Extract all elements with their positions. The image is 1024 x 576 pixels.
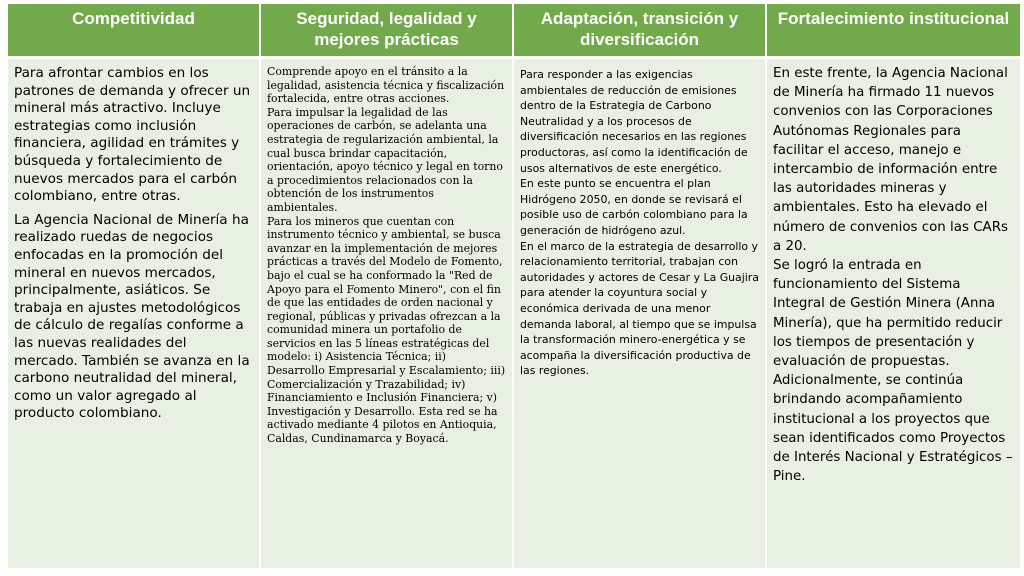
adaptacion-paragraph: Para responder a las exigencias ambientales de reducción de emisiones dentro de la Estrategia de Carbono Neutralidad y a los procesos de diversificación necesarios en las regiones productoras, así como la identificación de usos alternativos de este energético. (520, 68, 748, 175)
header-seguridad: Seguridad, legalidad y mejores prácticas (261, 4, 514, 56)
header-adaptacion: Adaptación, transición y diversificación (514, 4, 767, 56)
fortalecimiento-paragraph: En este frente, la Agencia Nacional de Minería ha firmado 11 nuevos convenios con las Corporaciones Autónomas Regionales para facilitar el acceso, manejo e intercambio de información entre las autoridades mineras y ambientales. Esto ha elevado el número de convenios con las CARs a 20. (773, 66, 1008, 254)
fortalecimiento-paragraph: Adicionalmente, se continúa brindando acompañamiento institucional a los proyectos que sean identificados como Proyectos de Interés Nacional y Estratégicos – Pine. (773, 373, 1013, 485)
header-fortalecimiento: Fortalecimiento institucional (767, 4, 1020, 56)
adaptacion-paragraph: En este punto se encuentra el plan Hidrógeno 2050, en donde se revisará el posible uso de carbón colombiano para la generación de hidrógeno azul. (520, 177, 748, 237)
fortalecimiento-paragraph: Se logró la entrada en funcionamiento del Sistema Integral de Gestión Minera (Anna Minería), que ha permitido reducir los tiempos de presentación y evaluación de propuestas. (773, 258, 1003, 370)
strategy-table (8, 4, 1020, 568)
seguridad-paragraph: Comprende apoyo en el tránsito a la legalidad, asistencia técnica y fiscalización fortalecida, entre otras acciones. (267, 65, 505, 106)
cell-fortalecimiento (767, 56, 1020, 568)
competitividad-paragraph: Para afrontar cambios en los patrones de demanda y ofrecer un mineral más atractivo. Incluye estrategias como inclusión financiera, agilidad en trámites y búsqueda y fortalecimiento de nuevos mercados para el carbón colombiano, entre otras. (14, 65, 251, 205)
cell-competitividad (8, 56, 261, 568)
header-competitividad: Competitividad (8, 4, 261, 56)
adaptacion-paragraph: En el marco de la estrategia de desarrollo y relacionamiento territorial, trabajan con autoridades y actores de Cesar y La Guajira para atender la coyuntura social y económica derivada de una menor demanda laboral, al tiempo que se impulsa la transformación minero-energética y se acompaña la diversificación productiva de las regiones. (520, 239, 759, 378)
seguridad-paragraph: Para impulsar la legalidad de las operaciones de carbón, se adelanta una estrategia de regularización ambiental, la cual busca brindar capacitación, orientación, apoyo técnico y legal en torno a procedimientos relacionados con la obtención de los instrumentos ambientales. (267, 105, 503, 214)
cell-adaptacion (514, 56, 767, 568)
seguridad-paragraph: Para los mineros que cuentan con instrumento técnico y ambiental, se busca avanzar en la implementación de mejores prácticas a través del Modelo de Fomento, bajo el cual se ha conformado la "Red de Apoyo para el Fomento Minero", con el fin de que las entidades de orden nacional y regional, públicas y privadas ofrezcan a la comunidad minera un portafolio de servicios en las 5 líneas estratégicas del modelo: i) Asistencia Técnica; ii) Desarrollo Empresarial y Escalamiento; iii) Comercialización y Trazabilidad; iv) Financiamiento e Inclusión Financiera; v) Investigación y Desarrollo. Esta red se ha activado mediante 4 pilotos en Antioquia, Caldas, Cundinamarca y Boyacá. (267, 214, 506, 446)
competitividad-paragraph: La Agencia Nacional de Minería ha realizado ruedas de negocios enfocadas en la promoción del mineral en nuevos mercados, principalmente, asiáticos. Se trabaja en ajustes metodológicos de cálculo de regalías conforme a las nuevas realidades del mercado. También se avanza en la carbono neutralidad del mineral, como un valor agregado al producto colombiano. (14, 211, 250, 422)
cell-seguridad (261, 56, 514, 568)
